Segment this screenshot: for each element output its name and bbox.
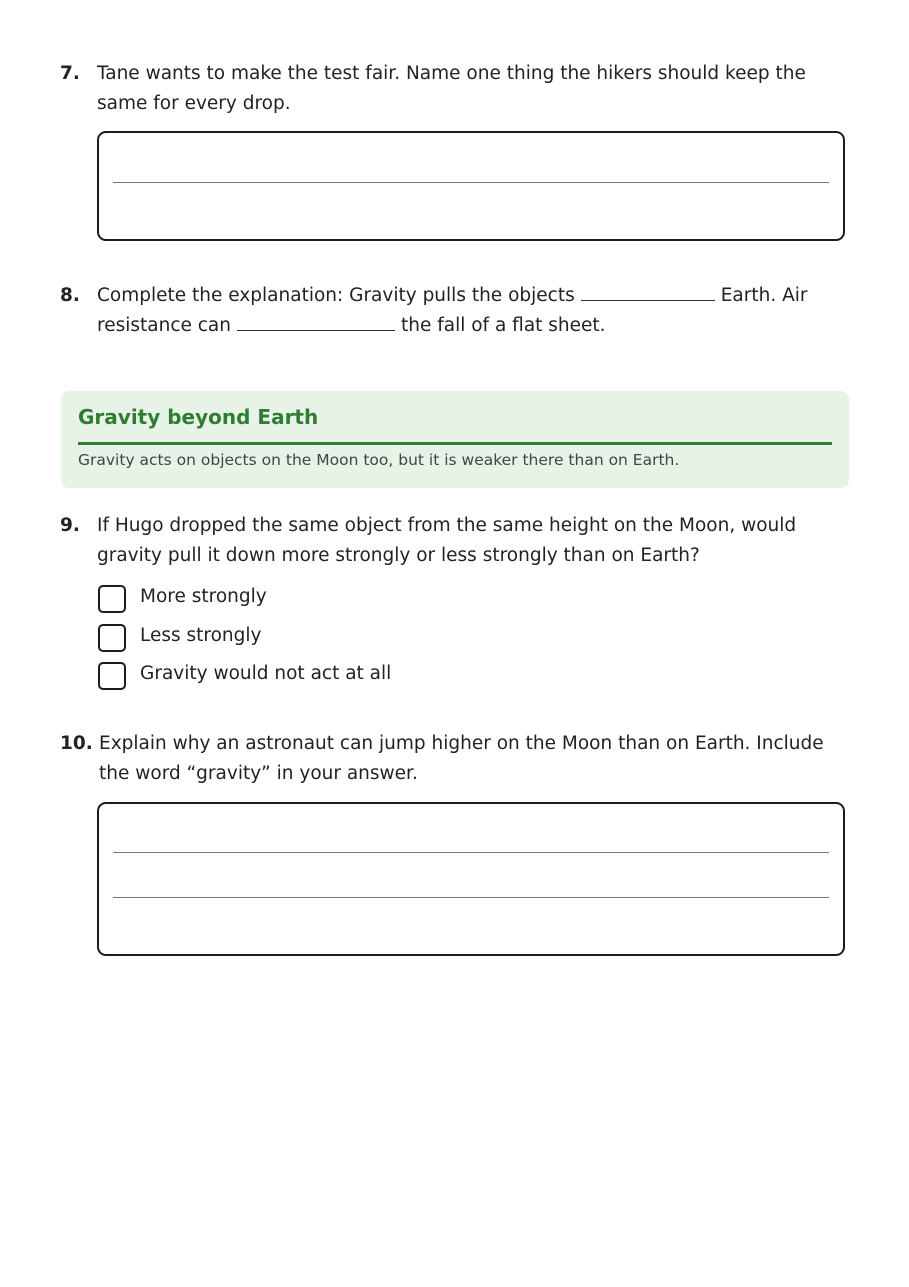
question-text: If Hugo dropped the same object from the same height on the Moon, would gravity pull it down more strongly or less strongly than on Earth? xyxy=(97,515,797,566)
sentence-part-2: Earth. Air resistance can xyxy=(97,285,808,336)
answer-line xyxy=(113,852,829,853)
option-not-act[interactable] xyxy=(97,662,597,694)
answer-box-q7[interactable] xyxy=(97,131,845,241)
checkbox[interactable] xyxy=(98,585,126,613)
sentence-part-3: the fall of a flat sheet. xyxy=(400,315,606,336)
question-number: 7. xyxy=(60,63,80,84)
info-box-divider xyxy=(78,442,832,445)
answer-box-q10[interactable] xyxy=(97,802,845,956)
question-number: 9. xyxy=(60,515,80,536)
checkbox[interactable] xyxy=(98,624,126,652)
question-8 xyxy=(60,281,850,341)
info-box xyxy=(61,391,849,488)
question-10 xyxy=(60,729,850,789)
question-text: Explain why an astronaut can jump higher on the Moon than on Earth. Include the word “gravity” in your answer. xyxy=(99,733,824,784)
question-7 xyxy=(60,59,850,119)
question-text xyxy=(97,281,850,341)
option-label: Gravity would not act at all xyxy=(140,663,392,684)
answer-line xyxy=(113,897,829,898)
option-label: More strongly xyxy=(140,586,267,607)
info-box-text: Gravity acts on objects on the Moon too, but it is weaker there than on Earth. xyxy=(78,451,680,469)
fill-in-blank-2[interactable] xyxy=(237,312,395,331)
sentence-part-1: Complete the explanation: Gravity pulls the objects xyxy=(97,285,575,306)
fill-in-blank-1[interactable] xyxy=(581,282,715,301)
option-more-strongly[interactable] xyxy=(97,585,597,617)
answer-line xyxy=(113,182,829,183)
question-number: 10. xyxy=(60,733,93,754)
option-label: Less strongly xyxy=(140,625,262,646)
checkbox[interactable] xyxy=(98,662,126,690)
option-less-strongly[interactable] xyxy=(97,624,597,656)
info-box-title: Gravity beyond Earth xyxy=(78,405,319,429)
question-text: Tane wants to make the test fair. Name one thing the hikers should keep the same for every drop. xyxy=(97,63,806,114)
question-9 xyxy=(60,511,850,571)
question-number: 8. xyxy=(60,285,80,306)
